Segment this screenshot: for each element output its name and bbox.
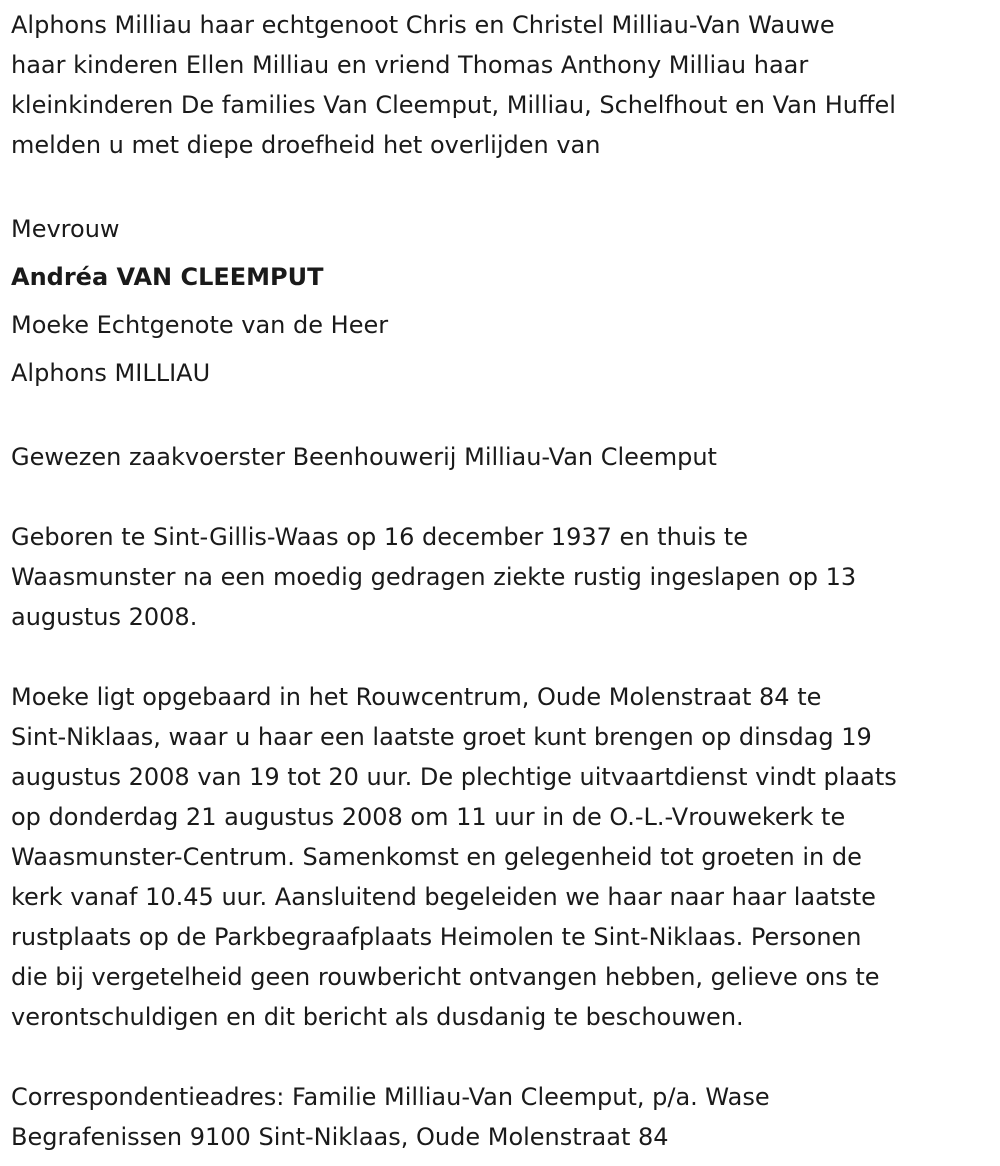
- relation: Moeke Echtgenote van de Heer: [11, 311, 389, 339]
- funeral-line: rustplaats op de Parkbegraafplaats Heimolen te Sint-Niklaas. Personen: [11, 923, 862, 951]
- birth-death-line: Geboren te Sint-Gillis-Waas op 16 december 1937 en thuis te: [11, 523, 748, 551]
- funeral-line: kerk vanaf 10.45 uur. Aansluitend begeleiden we haar naar haar laatste: [11, 883, 876, 911]
- intro-line: melden u met diepe droefheid het overlijden van: [11, 131, 601, 159]
- intro-line: Alphons Milliau haar echtgenoot Chris en Christel Milliau-Van Wauwe: [11, 11, 835, 39]
- deceased-name: Andréa VAN CLEEMPUT: [11, 263, 324, 291]
- occupation: Gewezen zaakvoerster Beenhouwerij Milliau-Van Cleemput: [11, 443, 717, 471]
- salutation: Mevrouw: [11, 215, 120, 243]
- intro-line: haar kinderen Ellen Milliau en vriend Thomas Anthony Milliau haar: [11, 51, 809, 79]
- obituary-notice: [11, 5, 996, 1157]
- intro-paragraph: [11, 5, 996, 165]
- funeral-line: die bij vergetelheid geen rouwbericht ontvangen hebben, gelieve ons te: [11, 963, 880, 991]
- correspondence-line: Correspondentieadres: Familie Milliau-Van Cleemput, p/a. Wase: [11, 1083, 770, 1111]
- funeral-line: augustus 2008 van 19 tot 20 uur. De plechtige uitvaartdienst vindt plaats: [11, 763, 897, 791]
- intro-line: kleinkinderen De families Van Cleemput, Milliau, Schelfhout en Van Huffel: [11, 91, 896, 119]
- spacer: [11, 477, 996, 517]
- spacer: [11, 397, 996, 437]
- funeral-line: Waasmunster-Centrum. Samenkomst en gelegenheid tot groeten in de: [11, 843, 862, 871]
- funeral-line: Sint-Niklaas, waar u haar een laatste groet kunt brengen op dinsdag 19: [11, 723, 872, 751]
- birth-death-line: Waasmunster na een moedig gedragen ziekte rustig ingeslapen op 13: [11, 563, 857, 591]
- spouse-name: Alphons MILLIAU: [11, 359, 211, 387]
- spacer: [11, 165, 996, 205]
- correspondence-paragraph: [11, 1077, 996, 1157]
- funeral-line: Moeke ligt opgebaard in het Rouwcentrum, Oude Molenstraat 84 te: [11, 683, 822, 711]
- funeral-line: verontschuldigen en dit bericht als dusdanig te beschouwen.: [11, 1003, 744, 1031]
- correspondence-line: Begrafenissen 9100 Sint-Niklaas, Oude Molenstraat 84: [11, 1123, 669, 1151]
- birth-death-paragraph: [11, 517, 996, 637]
- birth-death-line: augustus 2008.: [11, 603, 198, 631]
- deceased-block: [11, 205, 996, 397]
- spacer: [11, 1037, 996, 1077]
- funeral-line: op donderdag 21 augustus 2008 om 11 uur in de O.-L.-Vrouwekerk te: [11, 803, 846, 831]
- funeral-paragraph: [11, 677, 996, 1037]
- spacer: [11, 637, 996, 677]
